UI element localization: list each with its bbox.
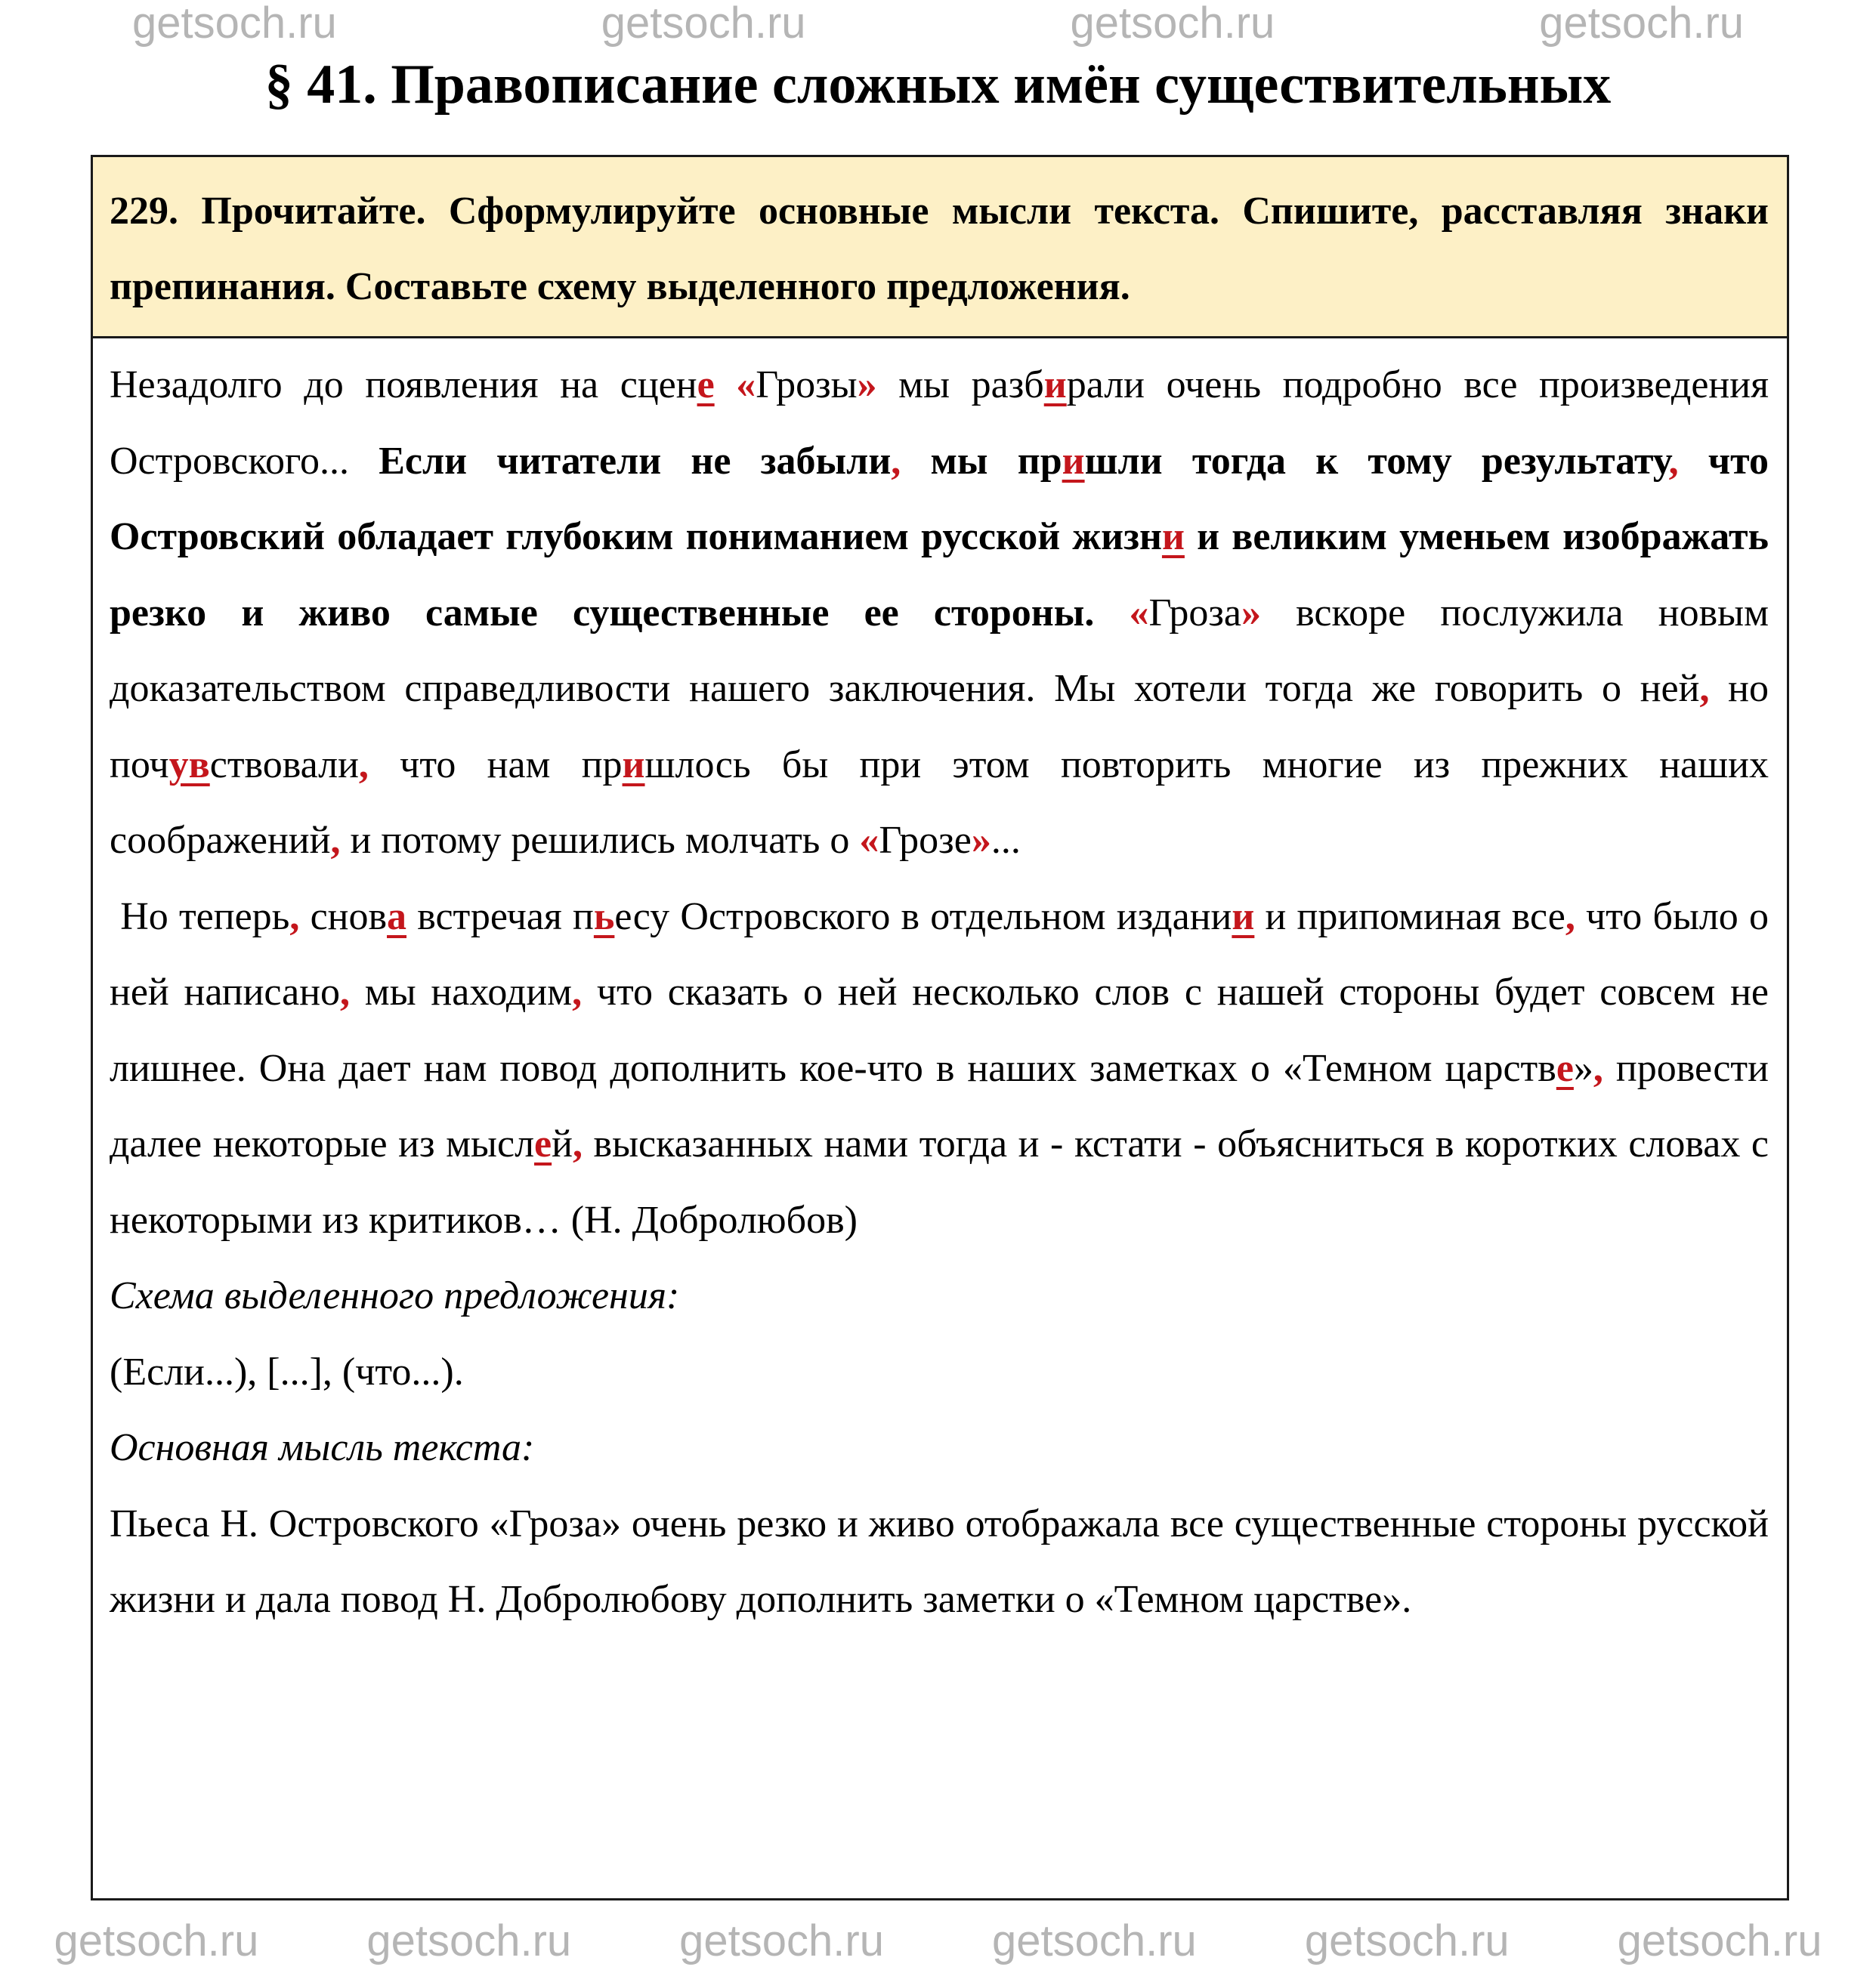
text-segment: что нам пр [368,743,623,786]
text-segment [1094,591,1129,635]
italic-heading: Основная мысль текста: [110,1426,535,1469]
paragraph [110,347,1769,879]
italic-heading: Схема выделенного предложения: [110,1274,680,1317]
text-segment: вскоре послужила новым доказательством справедливости нашего заключения. Мы хотели тогда же говорить о ней [110,591,1769,710]
paragraph [110,879,1769,1259]
watermark-row-top [0,0,1876,47]
paragraph [110,1258,1769,1335]
text-segment: встречая п [406,894,594,938]
watermark: getsoch.ru [991,1916,1197,1965]
red-punctuation: , [289,894,300,938]
watermark: getsoch.ru [131,0,337,48]
paragraph [110,1487,1769,1638]
page-title: § 41. Правописание сложных имён существительных [264,54,1612,116]
bold-text-segment: Если читатели не забыли [379,439,892,483]
exercise-content [93,338,1787,1653]
underlined-spelling-letter: и [1232,894,1255,938]
red-punctuation: , [1593,1046,1603,1090]
text-segment [715,363,737,406]
underlined-spelling-letter: и [1062,439,1085,483]
task-instructions: 229. Прочитайте. Сформулируйте основные мысли текста. Спишите, расставляя знаки препинания. Составьте схему выделенного предложения. [93,157,1787,338]
bold-text-segment: и великим уменьем изображать резко и живо самые существенные ее стороны. [110,515,1769,635]
red-punctuation: , [891,439,901,483]
bold-text-segment: что Островский обладает глубоким пониманием русской жизн [110,439,1769,558]
watermark: getsoch.ru [1539,0,1745,48]
red-punctuation: , [572,971,583,1014]
text-segment: и припоминая все [1254,894,1565,938]
red-punctuation: « [1129,591,1149,635]
underlined-spelling-letter: е [1556,1046,1574,1090]
text-segment: снов [299,894,388,938]
text-segment: Но теперь [110,894,290,938]
red-punctuation: « [736,363,756,406]
text-segment: ... [991,819,1021,862]
red-punctuation: , [330,819,341,862]
exercise-box [91,155,1789,1900]
text-segment: что было о ней написано [110,894,1769,1014]
text-segment: мы находим [350,971,573,1014]
text-segment: Грозы [756,363,858,406]
red-punctuation: » [971,819,991,862]
red-punctuation: » [857,363,877,406]
text-segment: Пьеса Н. Островского «Гроза» очень резко и живо отображала все существенные стороны русской жизни и дала повод Н. Добролюбову дополнить заметки о «Темном царстве». [110,1502,1769,1621]
underlined-spelling-letter: и [622,743,645,786]
text-segment: Незадолго до появления на сцен [110,363,697,406]
red-punctuation: , [1565,894,1575,938]
text-segment: » [1573,1046,1593,1090]
watermark: getsoch.ru [679,1916,884,1965]
text-segment: есу Островского в отдельном издани [614,894,1232,938]
bold-text-segment: шли тогда к тому результату [1084,439,1669,483]
text-segment: й [552,1122,573,1166]
paragraph [110,1410,1769,1487]
text-segment: Грозе [879,819,972,862]
underlined-spelling-letter: и [1161,515,1185,558]
underlined-spelling-letter: е [534,1122,552,1166]
text-segment: провести далее некоторые из мысл [110,1046,1769,1166]
watermark: getsoch.ru [366,1916,572,1965]
underlined-spelling-letter: е [697,363,715,406]
watermark: getsoch.ru [601,0,806,48]
red-punctuation: , [340,971,351,1014]
red-punctuation: , [1668,439,1679,483]
watermark-row-bottom [0,1911,1876,1971]
underlined-spelling-letter: ь [593,894,615,938]
text-segment: высказанных нами тогда и - кстати - объясниться в коротких словах с некоторыми из критиков… (Н. Добролюбов) [110,1122,1769,1242]
red-punctuation: » [1241,591,1261,635]
text-segment: шлось бы при этом повторить многие из прежних наших соображений [110,743,1769,862]
red-punctuation: , [1699,667,1710,710]
watermark: getsoch.ru [1304,1916,1510,1965]
text-segment: и потому решились молчать о [340,819,860,862]
watermark: getsoch.ru [1070,0,1275,48]
red-punctuation: « [859,819,879,862]
paragraph [110,1335,1769,1411]
watermark: getsoch.ru [54,1916,259,1965]
text-segment: (Если...), [...], (что...). [110,1350,464,1394]
watermark: getsoch.ru [1617,1916,1822,1965]
text-segment: ствовали [209,743,359,786]
text-segment: Гроза [1148,591,1241,635]
text-segment: рали очень подробно все произведения Островского... [110,363,1769,483]
red-punctuation: , [358,743,369,786]
text-segment: но поч [110,667,1769,786]
bold-text-segment: мы пр [901,439,1062,483]
underlined-spelling-letter: и [1043,363,1067,406]
text-segment: мы разб [876,363,1044,406]
underlined-spelling-letter: ув [168,743,210,786]
underlined-spelling-letter: а [387,894,407,938]
text-segment: что сказать о ней несколько слов с нашей стороны будет совсем не лишнее. Она дает нам повод дополнить кое-что в наших заметках о «Темном царств [110,971,1769,1090]
red-punctuation: , [572,1122,583,1166]
